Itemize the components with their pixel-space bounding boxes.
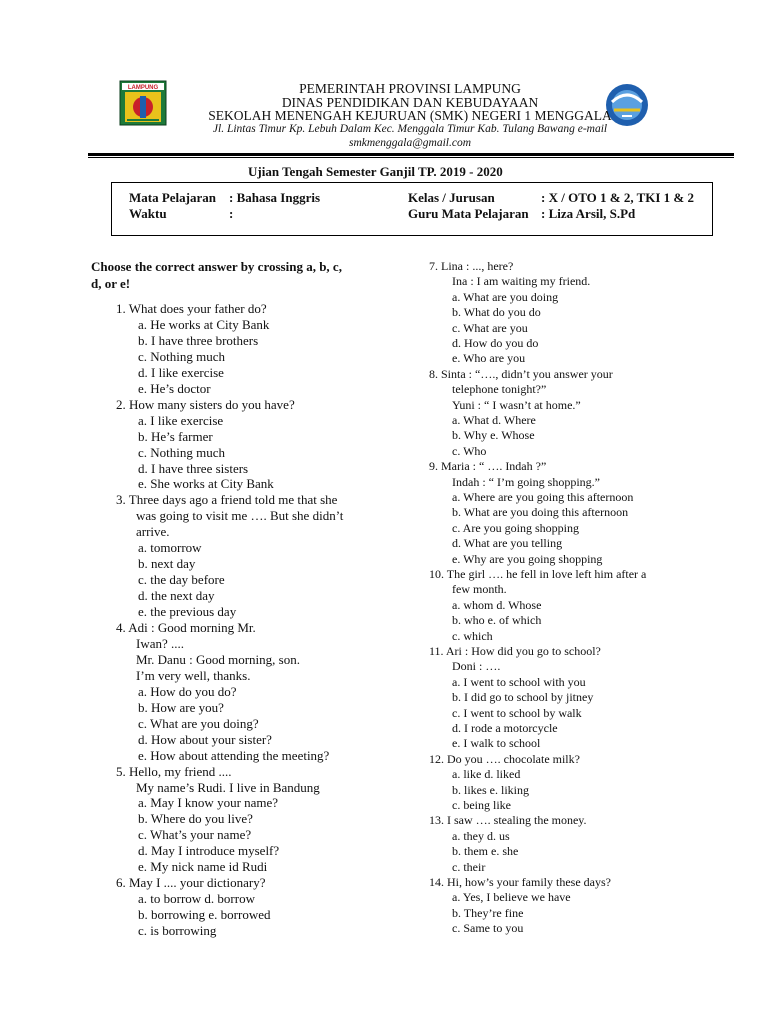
question-continuation: Ina : I am waiting my friend. [452,274,591,289]
question-stem: 10. The girl …. he fell in love left him after a [429,567,647,581]
answer-option[interactable]: b. likes e. liking [452,782,529,797]
answer-option[interactable]: e. the previous day [138,604,237,620]
header-address-2: smkmenggala@gmail.com [348,137,472,149]
answer-option[interactable]: c. Who [452,443,487,458]
class-label: Kelas / Jurusan [408,190,495,205]
class-value: : X / OTO 1 & 2, TKI 1 & 2 [541,190,695,205]
answer-option[interactable]: a. they d. us [452,828,510,843]
instruction-line-1: Choose the correct answer by crossing a, b, c, [91,259,342,274]
answer-option[interactable]: a. like d. liked [452,767,521,782]
answer-option[interactable]: a. May I know your name? [138,795,279,811]
question-continuation: arrive. [136,524,170,540]
answer-option[interactable]: d. I have three sisters [138,460,249,476]
answer-option[interactable]: b. who e. of which [452,613,542,628]
question-stem: 2. How many sisters do you have? [116,396,295,412]
answer-option[interactable]: d. May I introduce myself? [138,843,280,859]
answer-option[interactable]: a. How do you do? [138,683,237,699]
header-rule-thick [88,153,734,156]
answer-option[interactable]: b. them e. she [452,844,519,859]
answer-option[interactable]: c. What’s your name? [138,827,252,843]
answer-option[interactable]: a. What d. Where [452,413,536,427]
answer-option[interactable]: e. My nick name id Rudi [138,859,268,875]
question-continuation: My name’s Rudi. I live in Bandung [136,779,320,795]
answer-option[interactable]: a. Yes, I believe we have [452,890,571,905]
answer-option[interactable]: b. How are you? [138,699,224,715]
question-stem: 1. What does your father do? [116,301,267,316]
answer-option[interactable]: b. borrowing e. borrowed [138,907,271,923]
question-stem: 8. Sinta : “…., didn’t you answer your [429,366,613,381]
answer-option[interactable]: e. How about attending the meeting? [138,747,330,763]
answer-option[interactable]: b. What are you doing this afternoon [452,505,629,520]
answer-option[interactable]: c. Same to you [452,921,524,936]
question-stem: 3. Three days ago a friend told me that she [116,492,338,508]
answer-option[interactable]: c. What are you doing? [138,715,259,731]
answer-option[interactable]: a. I went to school with you [452,674,586,689]
answer-option[interactable]: c. Are you going shopping [452,520,579,535]
question-stem: 4. Adi : Good morning Mr. [116,620,256,635]
question-stem: 14. Hi, how’s your family these days? [429,875,611,889]
subject-value: : Bahasa Inggris [229,190,321,205]
question-stem: 11. Ari : How did you go to school? [429,644,601,658]
time-value: : [229,206,234,221]
answer-option[interactable]: b. They’re fine [452,905,524,920]
answer-option[interactable]: d. the next day [138,588,215,604]
question-continuation: few month. [452,582,507,597]
question-stem: 13. I saw …. stealing the money. [429,813,587,828]
answer-option[interactable]: c. I went to school by walk [452,705,582,720]
answer-option[interactable]: d. I rode a motorcycle [452,721,558,735]
header-address-1: Jl. Lintas Timur Kp. Lebuh Dalam Kec. Menggala Timur Kab. Tulang Bawang e-mail [212,123,608,135]
answer-option[interactable]: e. She works at City Bank [138,476,274,492]
answer-option[interactable]: c. is borrowing [138,923,217,939]
question-continuation: I’m very well, thanks. [136,667,251,683]
question-stem: 6. May I .... your dictionary? [116,875,266,891]
answer-option[interactable]: b. Where do you live? [138,811,253,827]
answer-option[interactable]: d. I like exercise [138,364,224,380]
answer-option[interactable]: c. What are you [452,320,528,335]
answer-option[interactable]: d. What are you telling [452,536,563,551]
header-rule-thin [88,157,734,158]
answer-option[interactable]: c. which [452,628,493,643]
answer-option[interactable]: b. He’s farmer [138,428,213,444]
question-continuation: Mr. Danu : Good morning, son. [136,651,300,667]
answer-option[interactable]: a. whom d. Whose [452,597,542,612]
answer-option[interactable]: b. Why e. Whose [452,428,535,443]
answer-option[interactable]: a. He works at City Bank [138,316,270,332]
answer-option[interactable]: c. being like [452,798,511,812]
answer-option[interactable]: a. tomorrow [138,540,202,556]
question-continuation: was going to visit me …. But she didn’t [136,508,344,524]
question-continuation: Iwan? .... [136,635,185,651]
instruction-line-2: d, or e! [91,276,131,291]
answer-option[interactable]: d. How about your sister? [138,731,272,747]
answer-option[interactable]: c. their [452,859,486,874]
question-continuation: Yuni : “ I wasn’t at home.” [452,397,581,412]
exam-title: Ujian Tengah Semester Ganjil TP. 2019 - 2020 [248,164,503,179]
question-stem: 7. Lina : ..., here? [429,259,514,273]
logo-left-text: LAMPUNG [127,85,159,91]
answer-option[interactable]: b. What do you do [452,305,541,320]
header-line-3: SEKOLAH MENENGAH KEJURUAN (SMK) NEGERI 1 MENGGALA [208,108,612,123]
question-stem: 9. Maria : “ …. Indah ?” [429,459,547,474]
answer-option[interactable]: c. Nothing much [138,348,226,364]
answer-option[interactable]: e. I walk to school [452,736,541,751]
question-continuation: Indah : “ I’m going shopping.” [452,474,600,489]
question-continuation: Doni : …. [452,659,501,674]
exam-info-box [111,182,713,236]
answer-option[interactable]: c. the day before [138,572,225,588]
header-line-1: PEMERINTAH PROVINSI LAMPUNG [299,81,521,96]
answer-option[interactable]: e. He’s doctor [138,380,211,396]
answer-option[interactable]: a. Where are you going this afternoon [452,490,634,504]
header-line-2: DINAS PENDIDIKAN DAN KEBUDAYAAN [281,95,539,110]
question-stem: 5. Hello, my friend .... [116,763,232,779]
question-stem: 12. Do you …. chocolate milk? [429,751,580,766]
answer-option[interactable]: c. Nothing much [138,444,226,460]
teacher-label: Guru Mata Pelajaran [408,206,529,221]
answer-option[interactable]: b. I did go to school by jitney [452,690,594,705]
teacher-value: : Liza Arsil, S.Pd [541,206,636,221]
answer-option[interactable]: a. to borrow d. borrow [138,891,255,907]
answer-option[interactable]: b. next day [138,556,196,572]
answer-option[interactable]: e. Who are you [452,351,526,366]
answer-option[interactable]: b. I have three brothers [138,332,259,348]
answer-option[interactable]: a. I like exercise [138,412,224,428]
subject-label: Mata Pelajaran [129,190,217,205]
time-label: Waktu [129,206,167,221]
question-continuation: telephone tonight?” [452,382,547,397]
answer-option[interactable]: d. How do you do [452,336,539,350]
answer-option[interactable]: e. Why are you going shopping [452,551,603,566]
answer-option[interactable]: a. What are you doing [452,289,559,304]
